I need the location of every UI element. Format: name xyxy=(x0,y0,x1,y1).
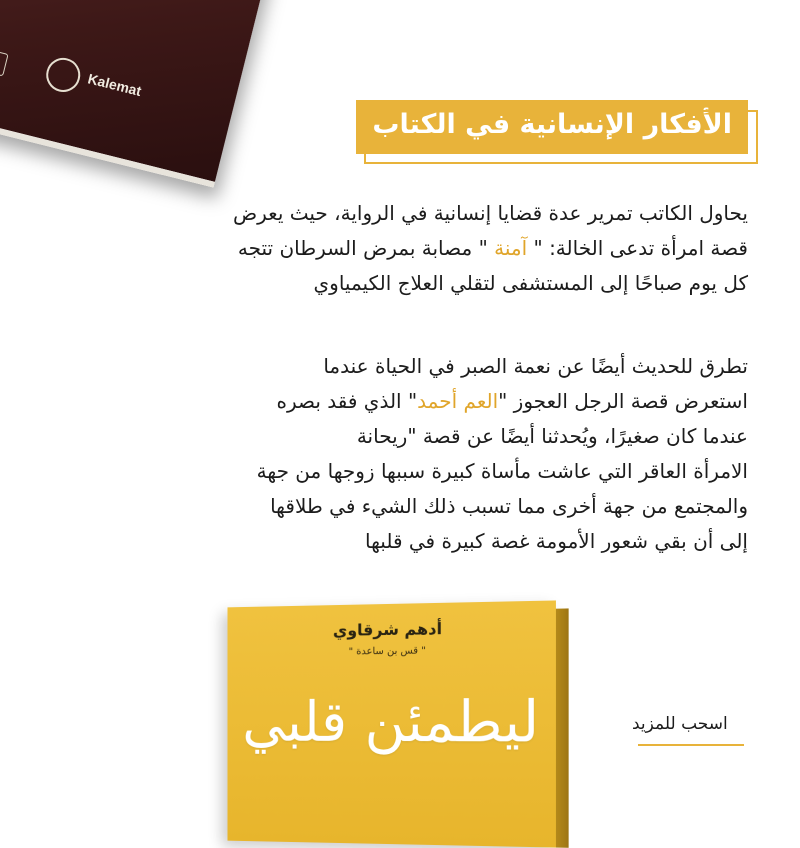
publisher-logo-icon xyxy=(43,54,84,95)
paragraph-line: الامرأة العاقر التي عاشت مأساة كبيرة سببها زوجها من جهة xyxy=(256,459,748,483)
book-title: ليطمئن قلبي xyxy=(242,689,540,756)
heading-outline xyxy=(364,110,758,164)
text-segment: " الذي فقد بصره xyxy=(276,389,418,413)
paragraph-line: عندما كان صغيرًا، ويُحدثنا أيضًا عن قصة "ريحانة xyxy=(356,424,748,448)
paragraph-line xyxy=(138,231,748,266)
text-segment: استعرض قصة الرجل العجوز " xyxy=(498,389,748,413)
section-heading: الأفكار الإنسانية في الكتاب xyxy=(356,100,748,154)
paragraph-line xyxy=(138,384,748,419)
book-subtitle: " قس بن ساعدة " xyxy=(348,645,426,658)
highlighted-name: العم أحمد xyxy=(417,389,499,413)
paragraph-line: يحاول الكاتب تمرير عدة قضايا إنسانية في الرواية، حيث يعرض xyxy=(232,201,748,225)
highlighted-name: آمنة xyxy=(487,236,534,260)
paragraph-line: كل يوم صباحًا إلى المستشفى لتقلي العلاج الكيمياوي xyxy=(313,271,748,295)
paragraph-line: والمجتمع من جهة أخرى مما تسبب ذلك الشيء في طلاقها xyxy=(270,494,748,518)
section-heading-wrap xyxy=(356,100,748,154)
text-segment: قصة امرأة تدعى الخالة: " xyxy=(533,236,748,260)
swipe-for-more[interactable]: اسحب للمزيد xyxy=(632,714,728,734)
top-book-cover xyxy=(0,0,280,188)
text-segment: " مصابة بمرض السرطان تتجه xyxy=(237,236,488,260)
publisher-brand: Kalemat xyxy=(86,70,143,100)
paragraph-line: تطرق للحديث أيضًا عن نعمة الصبر في الحياة عندما xyxy=(323,354,748,378)
paragraph-aamna xyxy=(138,196,748,301)
paragraph-patience xyxy=(138,349,748,559)
book-front xyxy=(227,600,555,847)
book-author: أدهم شرقاوي xyxy=(332,618,443,640)
genre-tag xyxy=(0,44,8,76)
book-cover xyxy=(227,600,555,847)
swipe-underline xyxy=(638,744,744,746)
paragraph-line: إلى أن بقي شعور الأمومة غصة كبيرة في قلبها xyxy=(364,529,748,553)
